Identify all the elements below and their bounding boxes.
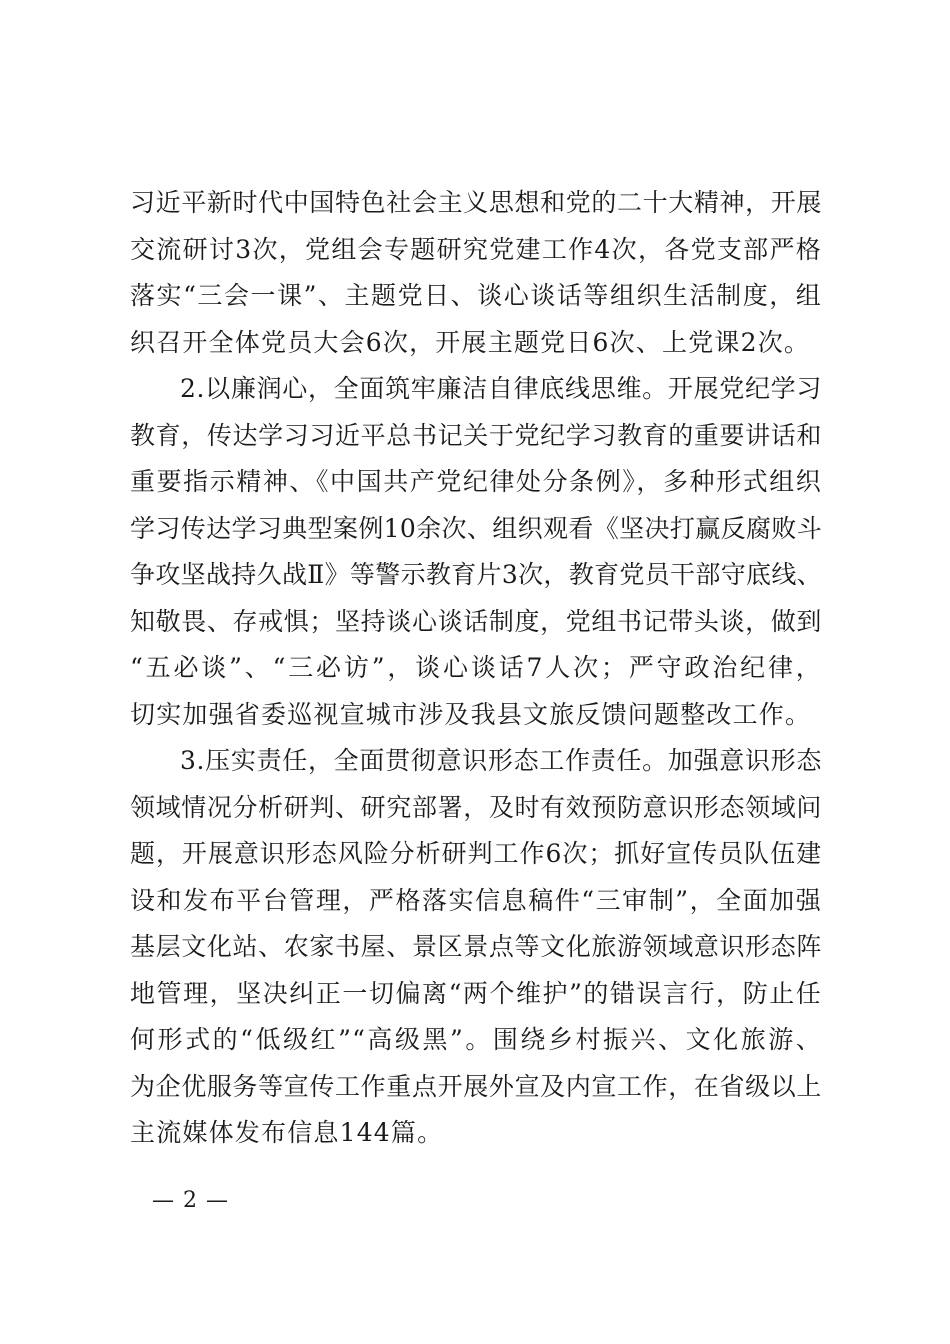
text-line: 切实加强省委巡视宣城市涉及我县文旅反馈问题整改工作。 [130,699,812,729]
text-line: 设和发布平台管理，严格落实信息稿件“三审制”，全面加强 [130,885,822,915]
paragraph-1 [130,180,822,366]
page-number: — 2 — [152,1188,229,1213]
text-line: 习近平新时代中国特色社会主义思想和党的二十大精神，开展 [130,188,822,217]
text-line: 地管理，坚决纠正一切偏离“两个维护”的错误言行，防止任 [130,978,822,1008]
paragraph-2 [130,366,822,738]
text-line: 何形式的“低级红”“高级黑”。围绕乡村振兴、文化旅游、 [130,1025,822,1054]
text-line: 学习传达学习典型案例10余次、组织观看《坚决打赢反腐败斗 [130,513,822,543]
text-line: 重要指示精神、《中国共产党纪律处分条例》，多种形式组织 [130,467,822,496]
text-line: 基层文化站、农家书屋、景区景点等文化旅游领域意识形态阵 [130,932,822,961]
text-line: 落实“三会一课”、主题党日、谈心谈话等组织生活制度，组 [130,281,822,310]
paragraph-3 [130,738,822,1157]
text-line: 领域情况分析研判、研究部署，及时有效预防意识形态领域问 [130,792,822,822]
text-line: 知敬畏、存戒惧；坚持谈心谈话制度，党组书记带头谈，做到 [130,606,822,636]
text-line: 3.压实责任，全面贯彻意识形态工作责任。加强意识形态 [180,746,822,775]
text-line: 织召开全体党员大会6次，开展主题党日6次、上党课2次。 [130,327,811,357]
text-line: 主流媒体发布信息144篇。 [130,1118,444,1147]
text-line: 2.以廉润心，全面筑牢廉洁自律底线思维。开展党纪学习 [180,374,822,403]
text-line: 争攻坚战持久战Ⅱ》等警示教育片3次，教育党员干部守底线、 [130,560,822,589]
text-line: 教育，传达学习习近平总书记关于党纪学习教育的重要讲话和 [130,420,822,450]
text-line: 题，开展意识形态风险分析研判工作6次；抓好宣传员队伍建 [130,839,822,868]
text-line: 为企优服务等宣传工作重点开展外宣及内宣工作，在省级以上 [130,1071,822,1101]
body-text [130,180,822,1157]
text-line: 交流研讨3次，党组会专题研究党建工作4次，各党支部严格 [130,234,822,264]
text-line: “五必谈”、“三必访”，谈心谈话7人次；严守政治纪律， [130,653,822,682]
